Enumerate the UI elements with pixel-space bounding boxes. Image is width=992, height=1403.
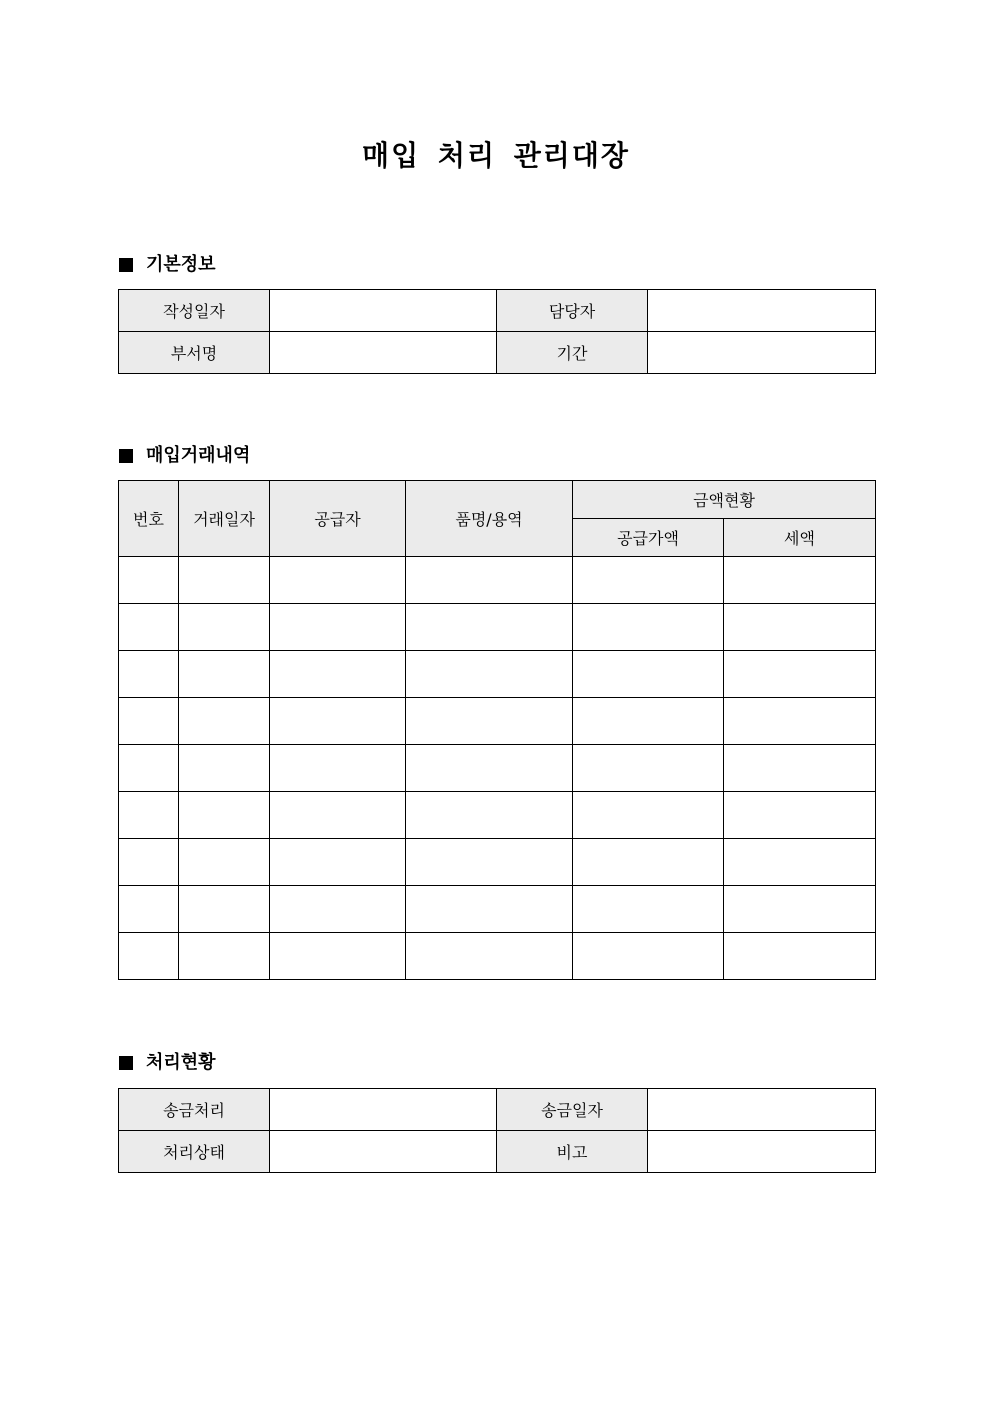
cell-item[interactable] (406, 839, 573, 886)
status-field[interactable] (270, 1131, 497, 1173)
remittance-date-field[interactable] (648, 1089, 876, 1131)
cell-tax[interactable] (724, 651, 876, 698)
table-header-row (119, 481, 876, 519)
table-row (119, 886, 876, 933)
cell-no[interactable] (119, 886, 179, 933)
cell-supply-amount[interactable] (573, 745, 724, 792)
basic-info-row (119, 332, 876, 374)
cell-no[interactable] (119, 604, 179, 651)
cell-supplier[interactable] (270, 745, 406, 792)
cell-item[interactable] (406, 651, 573, 698)
status-label: 처리상태 (119, 1131, 270, 1173)
cell-supplier[interactable] (270, 651, 406, 698)
cell-supplier[interactable] (270, 557, 406, 604)
col-header-item: 품명/용역 (406, 481, 573, 557)
cell-supply-amount[interactable] (573, 651, 724, 698)
date-written-field[interactable] (270, 290, 497, 332)
transactions-heading (119, 444, 250, 468)
remittance-field[interactable] (270, 1089, 497, 1131)
cell-date[interactable] (179, 698, 270, 745)
cell-supply-amount[interactable] (573, 604, 724, 651)
cell-supplier[interactable] (270, 698, 406, 745)
page-title: 매입 처리 관리대장 (362, 139, 630, 172)
cell-date[interactable] (179, 792, 270, 839)
cell-tax[interactable] (724, 792, 876, 839)
cell-tax[interactable] (724, 839, 876, 886)
cell-supply-amount[interactable] (573, 792, 724, 839)
cell-tax[interactable] (724, 933, 876, 980)
cell-date[interactable] (179, 557, 270, 604)
cell-tax[interactable] (724, 698, 876, 745)
processing-heading-label: 처리현황 (146, 1052, 216, 1073)
square-bullet-icon (119, 258, 133, 272)
cell-supply-amount[interactable] (573, 557, 724, 604)
col-header-supply-amount: 공급가액 (573, 519, 724, 557)
cell-item[interactable] (406, 886, 573, 933)
remittance-label: 송금처리 (119, 1089, 270, 1131)
department-field[interactable] (270, 332, 497, 374)
cell-no[interactable] (119, 651, 179, 698)
period-label: 기간 (497, 332, 648, 374)
cell-item[interactable] (406, 792, 573, 839)
cell-tax[interactable] (724, 557, 876, 604)
cell-no[interactable] (119, 792, 179, 839)
cell-tax[interactable] (724, 886, 876, 933)
table-row (119, 557, 876, 604)
cell-date[interactable] (179, 651, 270, 698)
basic-info-heading (119, 253, 216, 277)
cell-date[interactable] (179, 839, 270, 886)
col-header-date: 거래일자 (179, 481, 270, 557)
basic-info-row (119, 290, 876, 332)
cell-no[interactable] (119, 698, 179, 745)
processing-row (119, 1089, 876, 1131)
processing-table (118, 1088, 876, 1173)
square-bullet-icon (119, 449, 133, 463)
cell-no[interactable] (119, 745, 179, 792)
remarks-field[interactable] (648, 1131, 876, 1173)
table-row (119, 651, 876, 698)
col-header-supplier: 공급자 (270, 481, 406, 557)
remittance-date-label: 송금일자 (497, 1089, 648, 1131)
cell-supplier[interactable] (270, 933, 406, 980)
cell-supply-amount[interactable] (573, 839, 724, 886)
transactions-table (118, 480, 876, 980)
cell-item[interactable] (406, 698, 573, 745)
transactions-heading-label: 매입거래내역 (146, 445, 251, 466)
processing-row (119, 1131, 876, 1173)
col-header-tax: 세액 (724, 519, 876, 557)
cell-supplier[interactable] (270, 886, 406, 933)
cell-item[interactable] (406, 745, 573, 792)
table-row (119, 839, 876, 886)
cell-date[interactable] (179, 933, 270, 980)
col-header-no: 번호 (119, 481, 179, 557)
square-bullet-icon (119, 1056, 133, 1070)
col-header-amount-group: 금액현황 (573, 481, 876, 519)
basic-info-heading-label: 기본정보 (146, 254, 216, 275)
manager-label: 담당자 (497, 290, 648, 332)
cell-item[interactable] (406, 933, 573, 980)
basic-info-table (118, 289, 876, 374)
cell-supply-amount[interactable] (573, 933, 724, 980)
table-row (119, 604, 876, 651)
cell-tax[interactable] (724, 745, 876, 792)
table-row (119, 792, 876, 839)
cell-date[interactable] (179, 745, 270, 792)
cell-item[interactable] (406, 557, 573, 604)
cell-supply-amount[interactable] (573, 886, 724, 933)
cell-supplier[interactable] (270, 792, 406, 839)
manager-field[interactable] (648, 290, 876, 332)
remarks-label: 비고 (497, 1131, 648, 1173)
cell-supplier[interactable] (270, 604, 406, 651)
cell-item[interactable] (406, 604, 573, 651)
department-label: 부서명 (119, 332, 270, 374)
cell-date[interactable] (179, 886, 270, 933)
table-row (119, 698, 876, 745)
table-row (119, 745, 876, 792)
cell-date[interactable] (179, 604, 270, 651)
cell-no[interactable] (119, 557, 179, 604)
period-field[interactable] (648, 332, 876, 374)
cell-no[interactable] (119, 933, 179, 980)
cell-supply-amount[interactable] (573, 698, 724, 745)
cell-supplier[interactable] (270, 839, 406, 886)
table-row (119, 933, 876, 980)
date-written-label: 작성일자 (119, 290, 270, 332)
cell-no[interactable] (119, 839, 179, 886)
processing-heading (119, 1051, 216, 1075)
cell-tax[interactable] (724, 604, 876, 651)
